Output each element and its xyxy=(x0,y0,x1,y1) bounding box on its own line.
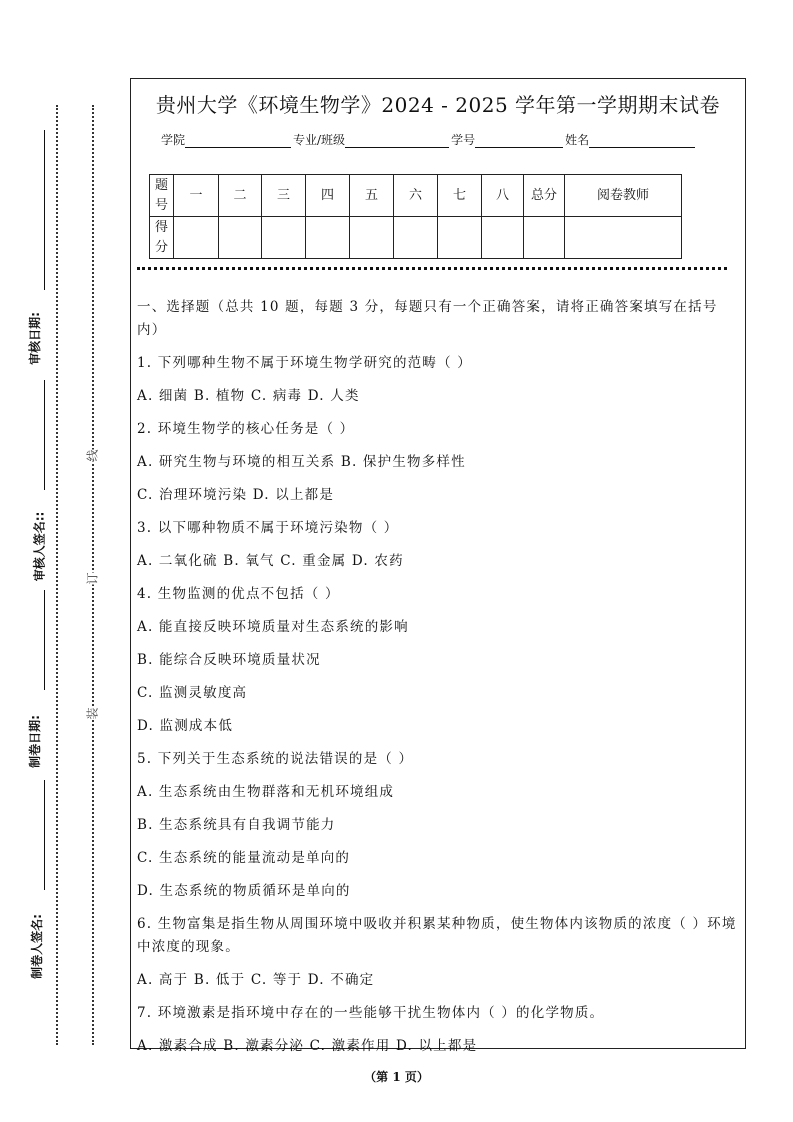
maker-label: 制卷人签名: xyxy=(29,914,44,979)
score-cell[interactable] xyxy=(524,217,565,259)
exam-title: 贵州大学《环境生物学》2024 - 2025 学年第一学期期末试卷 xyxy=(155,93,721,117)
make-date-label: 制卷日期: xyxy=(27,715,42,768)
college-field[interactable] xyxy=(185,135,291,148)
table-header-cell: 二 xyxy=(219,175,262,217)
option-line: D. 生态系统的物质循环是单向的 xyxy=(137,883,351,899)
question-line: 7. 环境激素是指环境中存在的一些能够干扰生物体内（ ）的化学物质。 xyxy=(137,1005,605,1021)
signature-line xyxy=(44,590,45,690)
table-header-cell: 八 xyxy=(482,175,524,217)
binding-mark-line: 线 xyxy=(85,449,100,462)
score-cell[interactable] xyxy=(565,217,682,259)
score-label-cell: 得分 xyxy=(150,217,174,259)
id-label: 学号 xyxy=(451,133,476,147)
score-cell[interactable] xyxy=(438,217,482,259)
question-line: 2. 环境生物学的核心任务是（ ） xyxy=(137,421,355,437)
option-line: A. 二氧化硫 B. 氧气 C. 重金属 D. 农药 xyxy=(137,553,404,569)
name-label: 姓名 xyxy=(565,133,590,147)
option-line: B. 生态系统具有自我调节能力 xyxy=(137,817,336,833)
score-cell[interactable] xyxy=(219,217,262,259)
option-line: A. 细菌 B. 植物 C. 病毒 D. 人类 xyxy=(137,388,360,404)
table-header-cell: 总分 xyxy=(524,175,565,217)
major-field[interactable] xyxy=(345,135,449,148)
table-header-cell: 七 xyxy=(438,175,482,217)
binding-mark-zhuang: 装 xyxy=(85,707,100,720)
table-header-cell: 五 xyxy=(350,175,394,217)
table-header-cell: 三 xyxy=(262,175,306,217)
questions xyxy=(137,291,737,1063)
score-cell[interactable] xyxy=(394,217,438,259)
table-header-row xyxy=(150,175,682,217)
review-date-label: 审核日期: xyxy=(27,312,42,365)
major-label: 专业/班级 xyxy=(293,133,346,147)
name-field[interactable] xyxy=(589,135,695,148)
table-header-cell: 一 xyxy=(174,175,219,217)
score-row xyxy=(150,217,682,259)
question-line: 3. 以下哪种物质不属于环境污染物（ ） xyxy=(137,520,399,536)
binding-mark-ding: 订 xyxy=(85,572,100,585)
exam-content-box xyxy=(130,78,746,1054)
option-line: C. 生态系统的能量流动是单向的 xyxy=(137,850,351,866)
id-field[interactable] xyxy=(475,135,563,148)
option-line: A. 能直接反映环境质量对生态系统的影响 xyxy=(137,619,409,635)
option-line: C. 监测灵敏度高 xyxy=(137,685,248,701)
binding-dotted-line xyxy=(56,105,58,1045)
option-line: A. 研究生物与环境的相互关系 B. 保护生物多样性 xyxy=(137,454,466,470)
signature-line xyxy=(44,130,45,290)
score-table xyxy=(149,174,682,259)
question-line: 1. 下列哪种生物不属于环境生物学研究的范畴（ ） xyxy=(137,355,472,371)
section-heading: 一、选择题（总共 10 题，每题 3 分，每题只有一个正确答案，请将正确答案填写在括号内） xyxy=(137,299,718,338)
score-cell[interactable] xyxy=(482,217,524,259)
option-line: A. 激素合成 B. 激素分泌 C. 激素作用 D. 以上都是 xyxy=(137,1038,478,1054)
table-header-cell: 题号 xyxy=(150,175,174,217)
page-number: （第 1 页） xyxy=(364,1070,429,1084)
option-line: D. 监测成本低 xyxy=(137,718,234,734)
option-line: C. 治理环境污染 D. 以上都是 xyxy=(137,487,335,503)
score-cell[interactable] xyxy=(350,217,394,259)
option-line: A. 生态系统由生物群落和无机环境组成 xyxy=(137,784,395,800)
separator-dotted-line xyxy=(137,267,727,270)
score-cell[interactable] xyxy=(262,217,306,259)
question-line: 5. 下列关于生态系统的说法错误的是（ ） xyxy=(137,751,414,767)
signature-line xyxy=(44,380,45,490)
score-cell[interactable] xyxy=(174,217,219,259)
table-header-cell: 四 xyxy=(306,175,350,217)
student-info xyxy=(161,131,697,148)
score-cell[interactable] xyxy=(306,217,350,259)
option-line: A. 高于 B. 低于 C. 等于 D. 不确定 xyxy=(137,972,375,988)
reviewer-label: 审核人签名:: xyxy=(32,511,47,582)
table-header-cell: 六 xyxy=(394,175,438,217)
table-header-cell: 阅卷教师 xyxy=(565,175,682,217)
signature-line xyxy=(44,780,45,890)
college-label: 学院 xyxy=(161,133,186,147)
question-line: 4. 生物监测的优点不包括（ ） xyxy=(137,586,340,602)
question-line: 6. 生物富集是指生物从周围环境中吸收并积累某种物质，使生物体内该物质的浓度（ ）环境中浓度的现象。 xyxy=(137,916,737,955)
option-line: B. 能综合反映环境质量状况 xyxy=(137,652,321,668)
